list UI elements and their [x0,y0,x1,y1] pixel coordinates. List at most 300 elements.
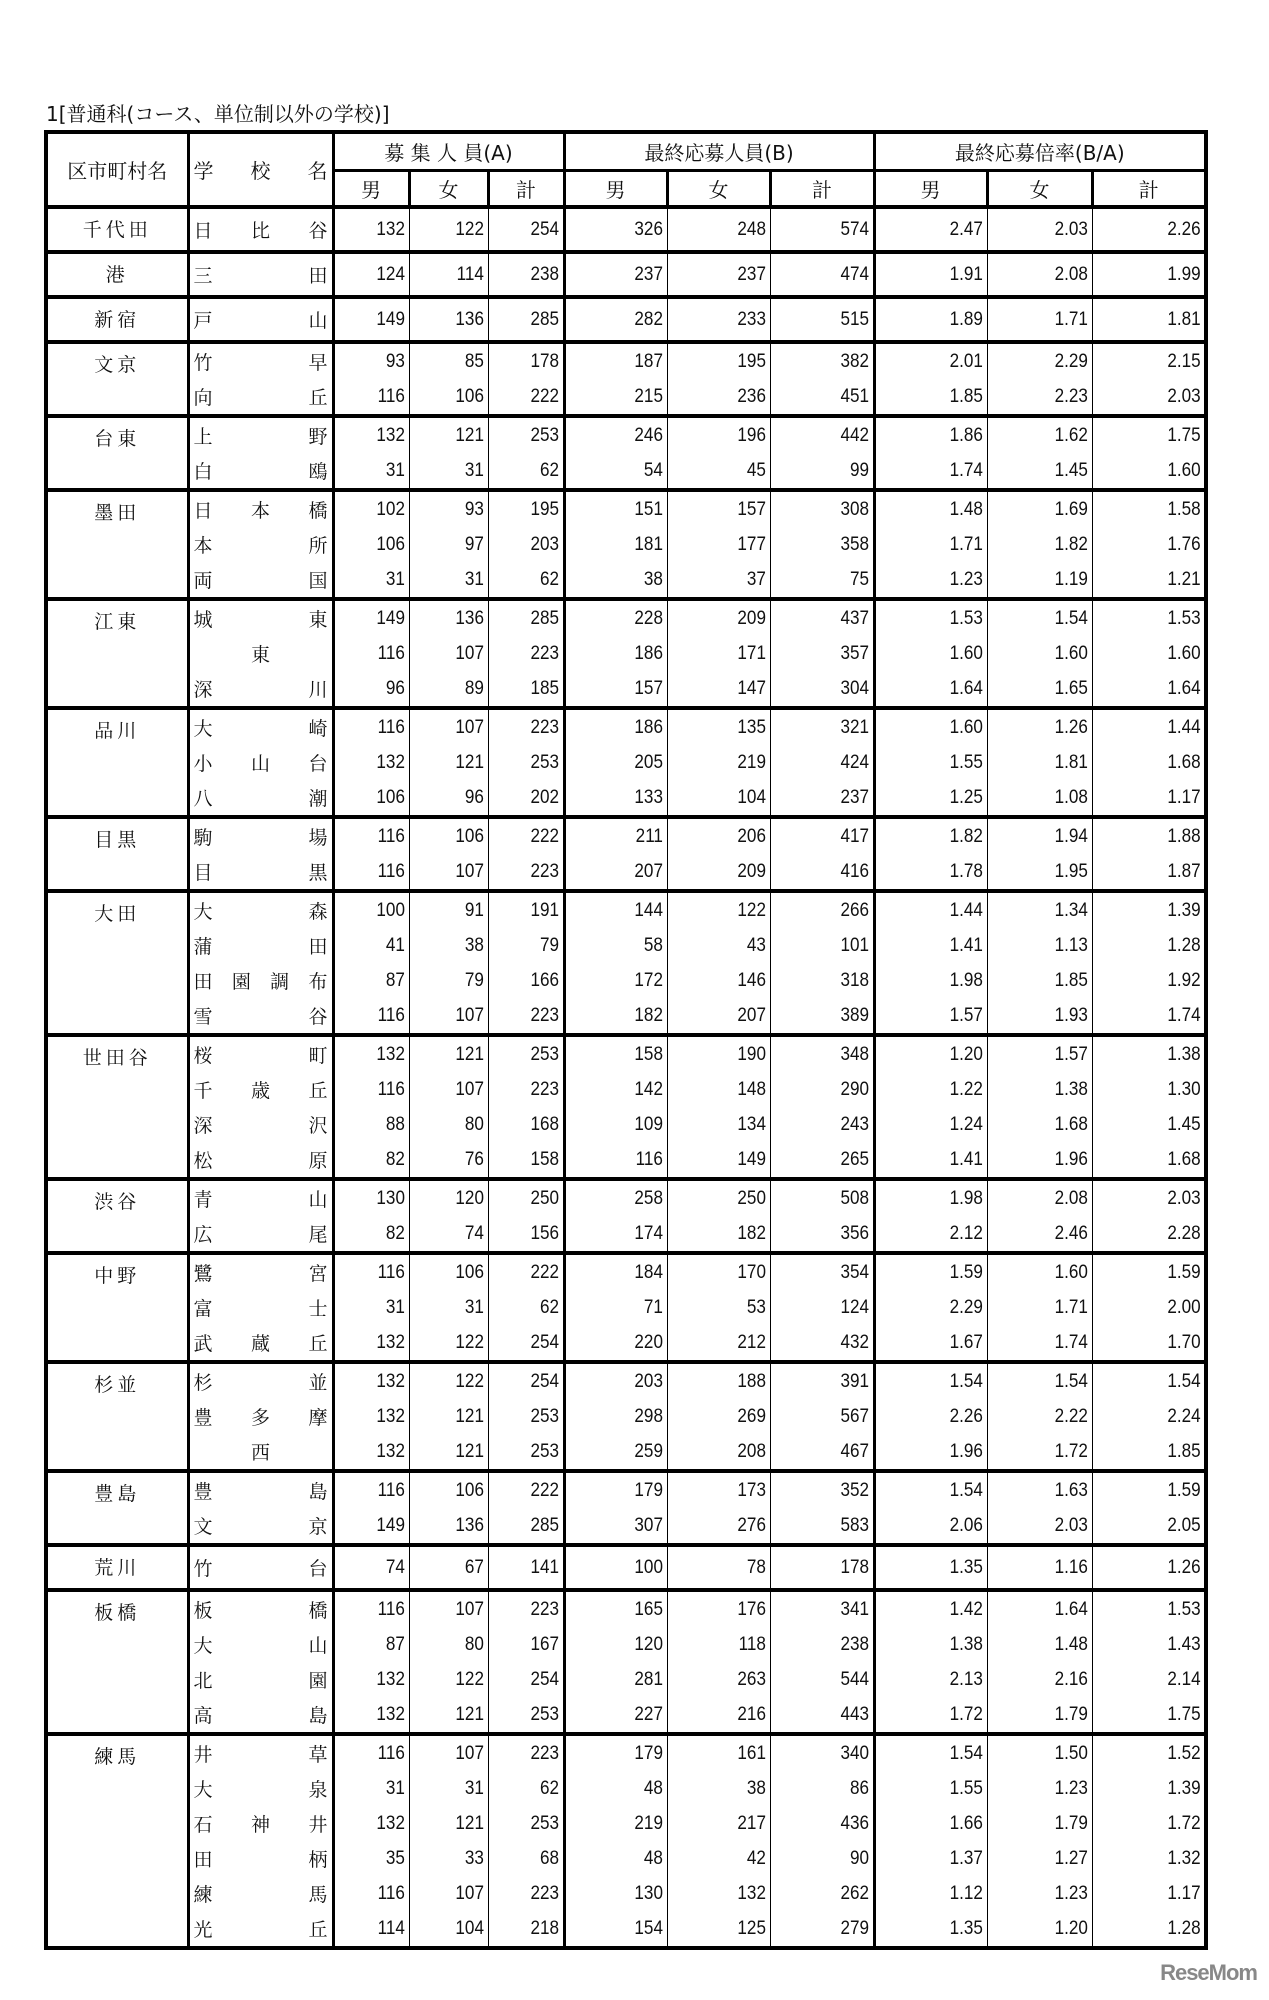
school-name-text: 日本橋 [193,500,328,522]
applicants-female: 161 [677,1734,770,1771]
header-male: 男 [874,171,987,208]
applicants-total: 238 [780,1627,874,1662]
applicants-female: 176 [677,1590,770,1627]
school-name [188,379,333,416]
applicants-male: 307 [574,1508,667,1545]
page-title: 1[普通科(コース、単位制以外の学校)] [46,102,390,126]
school-name-text: 大泉 [193,1779,328,1801]
table-row [46,1253,1206,1290]
applicants-male: 181 [574,527,667,562]
recruit-total: 222 [496,1253,564,1290]
applicants-total: 437 [780,599,874,636]
recruit-male: 87 [341,1627,409,1662]
applicants-female: 147 [677,671,770,708]
ratio-male: 1.57 [885,998,987,1035]
ratio-female: 1.65 [998,671,1093,708]
recruit-male: 106 [341,527,409,562]
applicants-female: 196 [677,416,770,453]
school-name-text: 向丘 [193,387,328,409]
applicants-male: 157 [574,671,667,708]
recruit-total: 185 [496,671,564,708]
applicants-male: 158 [574,1035,667,1072]
table-row [46,562,1206,599]
ratio-total: 1.60 [1103,636,1206,671]
recruit-total: 62 [496,562,564,599]
admissions-table [44,130,1208,1950]
district-name: 墨田 [46,490,188,599]
ratio-male: 2.26 [885,1399,987,1434]
recruit-male: 116 [341,708,409,745]
recruit-male: 87 [341,963,409,998]
recruit-male: 116 [341,817,409,854]
school-name [188,1627,333,1662]
applicants-female: 118 [677,1627,770,1662]
ratio-female: 1.95 [998,854,1093,891]
recruit-female: 122 [417,207,488,252]
recruit-female: 121 [417,1434,488,1471]
school-name-text: 田園調布 [193,971,328,993]
school-name [188,1399,333,1434]
table-row [46,527,1206,562]
recruit-total: 166 [496,963,564,998]
recruit-male: 132 [341,745,409,780]
ratio-male: 1.98 [885,963,987,998]
applicants-male: 174 [574,1216,667,1253]
school-name [188,1107,333,1142]
recruit-male: 88 [341,1107,409,1142]
school-name [188,527,333,562]
applicants-female: 134 [677,1107,770,1142]
applicants-total: 178 [780,1545,874,1590]
recruit-male: 132 [341,1035,409,1072]
recruit-total: 285 [496,297,564,342]
ratio-total: 2.03 [1103,379,1206,416]
ratio-total: 1.75 [1103,1697,1206,1734]
applicants-female: 171 [677,636,770,671]
recruit-male: 74 [341,1545,409,1590]
applicants-female: 104 [677,780,770,817]
table-row [46,780,1206,817]
table-row [46,1434,1206,1471]
school-name [188,562,333,599]
school-name [188,928,333,963]
ratio-total: 1.53 [1103,599,1206,636]
ratio-female: 1.19 [998,562,1093,599]
ratio-male: 1.35 [885,1545,987,1590]
applicants-total: 99 [780,453,874,490]
ratio-male: 1.35 [885,1911,987,1948]
ratio-total: 2.28 [1103,1216,1206,1253]
applicants-total: 357 [780,636,874,671]
table-row [46,1107,1206,1142]
district-name: 品川 [46,708,188,817]
applicants-total: 436 [780,1806,874,1841]
ratio-total: 1.87 [1103,854,1206,891]
ratio-female: 1.79 [998,1806,1093,1841]
ratio-total: 1.74 [1103,998,1206,1035]
table-row [46,817,1206,854]
applicants-total: 354 [780,1253,874,1290]
table-row [46,1216,1206,1253]
ratio-male: 1.60 [885,708,987,745]
recruit-female: 120 [417,1179,488,1216]
table-row [46,1142,1206,1179]
applicants-female: 209 [677,854,770,891]
applicants-total: 262 [780,1876,874,1911]
ratio-total: 1.88 [1103,817,1206,854]
school-name-text: 桜町 [193,1045,328,1067]
district-name: 目黒 [46,817,188,891]
ratio-female: 1.69 [998,490,1093,527]
school-name [188,1590,333,1627]
resemom-logo: ReseMom [1160,1960,1257,1985]
applicants-total: 237 [780,780,874,817]
applicants-total: 124 [780,1290,874,1325]
school-name-text: 豊多摩 [193,1407,328,1429]
ratio-male: 1.25 [885,780,987,817]
school-name [188,1216,333,1253]
recruit-female: 31 [417,1771,488,1806]
recruit-female: 107 [417,708,488,745]
ratio-total: 2.15 [1103,342,1206,379]
ratio-male: 1.71 [885,527,987,562]
applicants-total: 348 [780,1035,874,1072]
recruit-male: 82 [341,1216,409,1253]
ratio-female: 1.60 [998,636,1093,671]
applicants-total: 574 [780,207,874,252]
ratio-female: 1.79 [998,1697,1093,1734]
recruit-total: 285 [496,1508,564,1545]
header-female: 女 [667,171,770,208]
recruit-female: 121 [417,1806,488,1841]
recruit-female: 122 [417,1362,488,1399]
applicants-male: 246 [574,416,667,453]
ratio-male: 1.59 [885,1253,987,1290]
recruit-total: 253 [496,416,564,453]
school-name [188,416,333,453]
ratio-female: 2.16 [998,1662,1093,1697]
school-name [188,1508,333,1545]
ratio-male: 1.48 [885,490,987,527]
ratio-total: 1.38 [1103,1035,1206,1072]
applicants-female: 236 [677,379,770,416]
applicants-total: 442 [780,416,874,453]
school-name-text: 大森 [193,901,328,923]
applicants-female: 157 [677,490,770,527]
applicants-total: 341 [780,1590,874,1627]
ratio-total: 1.59 [1103,1253,1206,1290]
school-name [188,1771,333,1806]
school-name-text: 光丘 [193,1919,328,1941]
ratio-male: 1.96 [885,1434,987,1471]
school-name-text: 上野 [193,426,328,448]
district-name: 中野 [46,1253,188,1362]
ratio-male: 1.72 [885,1697,987,1734]
recruit-female: 136 [417,599,488,636]
ratio-male: 1.67 [885,1325,987,1362]
applicants-male: 205 [574,745,667,780]
applicants-total: 308 [780,490,874,527]
applicants-female: 206 [677,817,770,854]
district-name: 世田谷 [46,1035,188,1179]
ratio-total: 1.39 [1103,1771,1206,1806]
applicants-male: 186 [574,636,667,671]
recruit-female: 121 [417,1035,488,1072]
applicants-male: 182 [574,998,667,1035]
school-name-text: 蒲田 [193,936,328,958]
table-row [46,854,1206,891]
table-row [46,207,1206,252]
applicants-male: 281 [574,1662,667,1697]
ratio-female: 2.08 [998,1179,1093,1216]
applicants-female: 212 [677,1325,770,1362]
recruit-total: 79 [496,928,564,963]
recruit-female: 96 [417,780,488,817]
header-total: 計 [1092,171,1206,208]
applicants-male: 207 [574,854,667,891]
ratio-male: 1.74 [885,453,987,490]
ratio-female: 1.85 [998,963,1093,998]
recruit-total: 223 [496,708,564,745]
applicants-female: 237 [677,252,770,297]
header-total: 計 [488,171,564,208]
school-name-text: 松原 [193,1150,328,1172]
table-row [46,1290,1206,1325]
recruit-male: 41 [341,928,409,963]
recruit-female: 136 [417,1508,488,1545]
school-name-text: 北園 [193,1670,328,1692]
applicants-total: 424 [780,745,874,780]
ratio-male: 1.23 [885,562,987,599]
applicants-female: 125 [677,1911,770,1948]
school-name-text: 鷺宮 [193,1263,328,1285]
ratio-total: 2.00 [1103,1290,1206,1325]
ratio-total: 1.54 [1103,1362,1206,1399]
applicants-male: 237 [574,252,667,297]
ratio-male: 1.66 [885,1806,987,1841]
applicants-total: 443 [780,1697,874,1734]
applicants-female: 209 [677,599,770,636]
recruit-female: 122 [417,1662,488,1697]
applicants-female: 269 [677,1399,770,1434]
recruit-total: 178 [496,342,564,379]
school-name [188,1362,333,1399]
recruit-total: 223 [496,998,564,1035]
school-name [188,817,333,854]
ratio-male: 1.54 [885,1471,987,1508]
table-row [46,1590,1206,1627]
recruit-total: 62 [496,453,564,490]
recruit-total: 68 [496,1841,564,1876]
recruit-total: 222 [496,817,564,854]
table-row [46,1841,1206,1876]
ratio-male: 2.12 [885,1216,987,1253]
ratio-male: 1.64 [885,671,987,708]
school-name-text: 石神井 [193,1814,328,1836]
applicants-total: 544 [780,1662,874,1697]
ratio-total: 1.99 [1103,252,1206,297]
ratio-female: 1.23 [998,1876,1093,1911]
ratio-female: 1.63 [998,1471,1093,1508]
table-row [46,379,1206,416]
header-total: 計 [770,171,874,208]
ratio-total: 1.30 [1103,1072,1206,1107]
recruit-female: 79 [417,963,488,998]
recruit-male: 132 [341,1697,409,1734]
ratio-male: 1.54 [885,1362,987,1399]
recruit-female: 121 [417,1399,488,1434]
applicants-male: 258 [574,1179,667,1216]
recruit-female: 106 [417,1471,488,1508]
applicants-female: 78 [677,1545,770,1590]
ratio-male: 1.85 [885,379,987,416]
applicants-female: 148 [677,1072,770,1107]
applicants-female: 135 [677,708,770,745]
recruit-male: 132 [341,1362,409,1399]
school-name-text: 板橋 [193,1600,328,1622]
recruit-female: 107 [417,854,488,891]
ratio-female: 1.64 [998,1590,1093,1627]
district-name: 渋谷 [46,1179,188,1253]
applicants-female: 263 [677,1662,770,1697]
applicants-total: 265 [780,1142,874,1179]
district-name: 杉並 [46,1362,188,1471]
applicants-male: 133 [574,780,667,817]
applicants-male: 71 [574,1290,667,1325]
applicants-total: 382 [780,342,874,379]
ratio-total: 1.68 [1103,745,1206,780]
ratio-male: 1.86 [885,416,987,453]
ratio-male: 1.89 [885,297,987,342]
applicants-total: 279 [780,1911,874,1948]
applicants-total: 515 [780,297,874,342]
table-row [46,297,1206,342]
ratio-male: 1.60 [885,636,987,671]
recruit-female: 136 [417,297,488,342]
applicants-total: 391 [780,1362,874,1399]
applicants-total: 583 [780,1508,874,1545]
table-row [46,1662,1206,1697]
ratio-female: 1.68 [998,1107,1093,1142]
applicants-total: 451 [780,379,874,416]
applicants-female: 195 [677,342,770,379]
school-name [188,1072,333,1107]
ratio-total: 1.43 [1103,1627,1206,1662]
ratio-total: 1.21 [1103,562,1206,599]
ratio-male: 2.01 [885,342,987,379]
applicants-total: 243 [780,1107,874,1142]
ratio-total: 1.59 [1103,1471,1206,1508]
applicants-male: 184 [574,1253,667,1290]
recruit-male: 116 [341,1072,409,1107]
ratio-female: 1.45 [998,453,1093,490]
recruit-male: 149 [341,1508,409,1545]
applicants-male: 186 [574,708,667,745]
applicants-total: 358 [780,527,874,562]
school-name [188,1545,333,1590]
ratio-male: 1.42 [885,1590,987,1627]
table-row [46,1035,1206,1072]
recruit-male: 149 [341,297,409,342]
ratio-female: 1.82 [998,527,1093,562]
recruit-female: 80 [417,1107,488,1142]
applicants-male: 259 [574,1434,667,1471]
district-name: 荒川 [46,1545,188,1590]
applicants-female: 182 [677,1216,770,1253]
recruit-total: 253 [496,745,564,780]
recruit-female: 67 [417,1545,488,1590]
recruit-total: 141 [496,1545,564,1590]
recruit-total: 222 [496,379,564,416]
recruit-female: 107 [417,1876,488,1911]
ratio-female: 1.08 [998,780,1093,817]
recruit-male: 132 [341,207,409,252]
applicants-male: 227 [574,1697,667,1734]
recruit-female: 121 [417,416,488,453]
recruit-female: 106 [417,817,488,854]
school-name [188,599,333,636]
ratio-male: 1.54 [885,1734,987,1771]
applicants-female: 208 [677,1434,770,1471]
ratio-female: 1.13 [998,928,1093,963]
recruit-female: 76 [417,1142,488,1179]
school-name [188,1471,333,1508]
applicants-female: 190 [677,1035,770,1072]
applicants-male: 151 [574,490,667,527]
recruit-male: 149 [341,599,409,636]
recruit-total: 223 [496,854,564,891]
school-name [188,453,333,490]
table-row [46,1545,1206,1590]
ratio-total: 1.58 [1103,490,1206,527]
ratio-female: 2.23 [998,379,1093,416]
ratio-female: 2.03 [998,207,1093,252]
district-name: 港 [46,252,188,297]
applicants-male: 109 [574,1107,667,1142]
ratio-female: 1.54 [998,599,1093,636]
school-name-text: 青山 [193,1189,328,1211]
ratio-total: 1.45 [1103,1107,1206,1142]
applicants-male: 130 [574,1876,667,1911]
applicants-total: 321 [780,708,874,745]
recruit-total: 156 [496,1216,564,1253]
ratio-male: 2.47 [885,207,987,252]
ratio-total: 2.26 [1103,207,1206,252]
ratio-total: 1.85 [1103,1434,1206,1471]
applicants-total: 318 [780,963,874,998]
school-name-text: 文京 [193,1516,328,1538]
ratio-total: 1.28 [1103,928,1206,963]
applicants-total: 389 [780,998,874,1035]
school-name [188,671,333,708]
school-name [188,1841,333,1876]
ratio-total: 2.24 [1103,1399,1206,1434]
table-row [46,636,1206,671]
table-row [46,1771,1206,1806]
recruit-male: 31 [341,562,409,599]
table-row [46,745,1206,780]
recruit-male: 100 [341,891,409,928]
applicants-total: 467 [780,1434,874,1471]
applicants-total: 567 [780,1399,874,1434]
recruit-total: 158 [496,1142,564,1179]
applicants-male: 48 [574,1841,667,1876]
table-row [46,1399,1206,1434]
school-name-text: 八潮 [193,788,328,810]
ratio-female: 1.74 [998,1325,1093,1362]
applicants-female: 149 [677,1142,770,1179]
recruit-total: 223 [496,1590,564,1627]
